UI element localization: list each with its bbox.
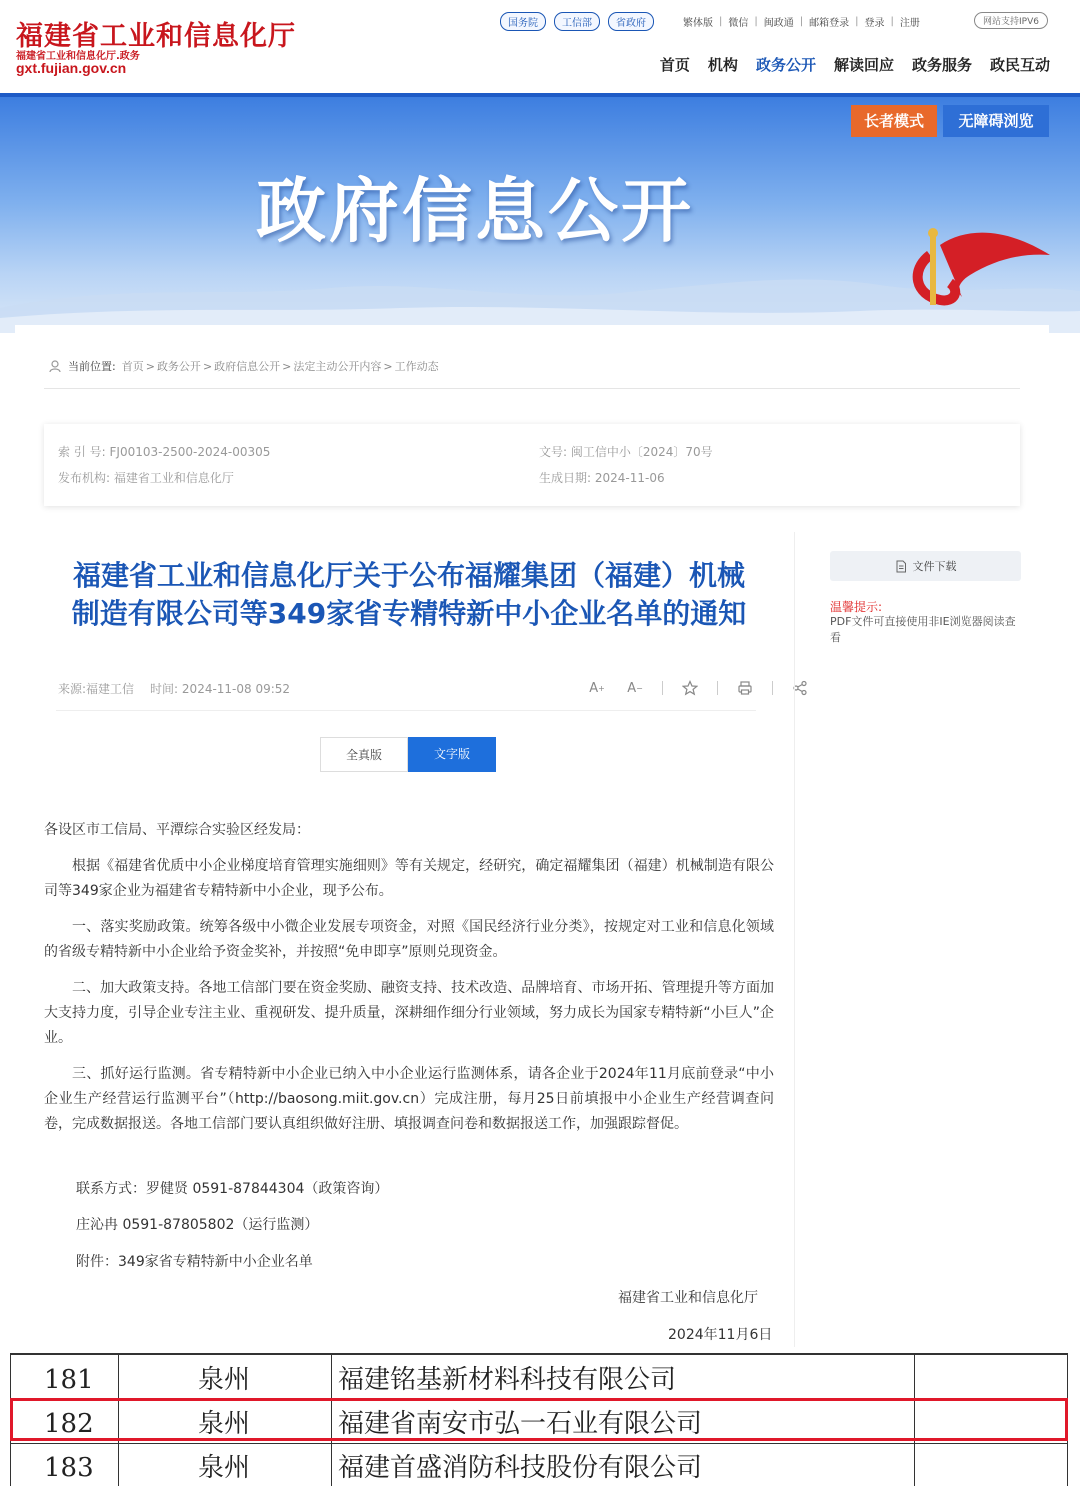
nav-gov-affairs[interactable]: 政务公开 [755, 56, 816, 74]
table-cell-company: 福建首盛消防科技股份有限公司 [338, 1453, 703, 1483]
article-source: 来源:福建工信 [58, 682, 135, 696]
font-decrease-icon[interactable]: A − [627, 680, 643, 696]
article-paragraph-3: 二、加大政策支持。各地工信部门要在资金奖励、融资支持、技术改造、品牌培育、市场开拓、管理提升等方面加大支持力度，引导企业专注主业、重视研发、提升质量，深耕细作细分行业领域，努力成长为国家专精特新“小巨人”企业。 [44, 980, 774, 1046]
tag-province[interactable]: 省政府 [608, 12, 654, 31]
ipv6-badge: 网站支持IPV6 [974, 12, 1048, 29]
article-paragraph-2: 一、落实奖励政策。统筹各级中小微企业发展专项资金，对照《国民经济行业分类》，按规定对工业和信息化领域的省级专精特新中小企业给予资金奖补，并按照“免申即享”原则兑现资金。 [44, 919, 774, 960]
signature-date: 2024年11月6日 [668, 1327, 773, 1343]
document-meta-box [44, 424, 1020, 506]
sidebar-divider [794, 532, 795, 1347]
site-logo-name[interactable]: 福建省工业和信息化厅 [16, 21, 296, 52]
tip-body: PDF文件可直接使用非IE浏览器阅读查看 [830, 615, 1016, 644]
article-time [150, 680, 290, 697]
site-header [0, 0, 1080, 93]
breadcrumb-label: 当前位置: [68, 360, 116, 373]
meta-publisher-label: 发布机构: [58, 471, 111, 485]
table-cell-company: 福建省南安市弘一石业有限公司 [338, 1409, 703, 1439]
table-cell-no: 183 [44, 1453, 94, 1483]
table-row [11, 1445, 1067, 1486]
tool-divider [772, 681, 773, 695]
share-icon[interactable] [789, 678, 811, 698]
article-paragraph-1: 根据《福建省优质中小企业梯度培育管理实施细则》等有关规定，经研究，确定福耀集团（福建）机械制造有限公司等349家企业为福建省专精特新中小企业，现予公布。 [44, 858, 774, 899]
crumb-work-news[interactable]: 工作动态 [394, 360, 439, 373]
article-paragraph-4: 三、抓好运行监测。省专精特新中小企业已纳入中小企业运行监测体系，请各企业于2024年11月底前登录“中小企业生产经营运行监测平台”（http://baosong.miit.gov.cn）完成注册，每月25日前填报中小企业生产经营调查问卷，完成数据报送。各地工信部门要认真组织做好注册、填报调查问卷和数据报送工作，加强跟踪督促。 [44, 1066, 774, 1132]
font-increase-icon[interactable]: A + [589, 680, 605, 696]
toggle-full-version[interactable]: 全真版 [320, 737, 408, 772]
table-cell-city: 泉州 [198, 1365, 251, 1395]
table-row [11, 1357, 1067, 1399]
version-toggle [320, 737, 496, 772]
article-title-line2: 制造有限公司等349家省专精特新中小企业名单的通知 [71, 597, 747, 630]
top-links: 繁体版 | 微信 | 闽政通 | 邮箱登录 | 登录 | 注册 [683, 16, 920, 29]
article-tools [586, 678, 811, 698]
top-tags [500, 12, 654, 31]
highlighted-row-box [10, 1398, 1068, 1441]
site-domain: gxt.fujian.gov.cn [16, 60, 127, 76]
main-nav [660, 54, 1050, 75]
crumb-home[interactable]: 首页 [121, 360, 144, 373]
banner-title: 政府信息公开 [256, 170, 694, 252]
nav-organization[interactable]: 机构 [707, 56, 738, 74]
contact-line-1: 联系方式：罗健贤 0591-87844304（政策咨询） [76, 1181, 389, 1197]
tag-miit[interactable]: 工信部 [554, 12, 600, 31]
nav-interpretation[interactable]: 解读回应 [833, 56, 894, 74]
meta-publisher-value: 福建省工业和信息化厅 [113, 471, 234, 485]
document-icon [895, 560, 907, 573]
table-cell-company: 福建铭基新材料科技有限公司 [338, 1365, 677, 1395]
article-title [54, 557, 764, 633]
article-source-line [58, 680, 290, 697]
meta-publisher [58, 469, 234, 486]
signature-org: 福建省工业和信息化厅 [618, 1290, 758, 1306]
nav-home[interactable]: 首页 [659, 56, 690, 74]
ribbon-emblem-icon [900, 215, 1060, 315]
meta-doc-label: 文号: [539, 445, 568, 459]
link-register[interactable]: 注册 [899, 18, 920, 29]
file-download-label: 文件下载 [912, 560, 957, 573]
contact-line-2: 庄沁冉 0591-87805802（运行监测） [76, 1217, 319, 1233]
article-body [44, 818, 774, 1148]
attachment-link[interactable]: 附件：349家省专精特新中小企业名单 [76, 1254, 313, 1270]
article-title-line1: 福建省工业和信息化厅关于公布福耀集团（福建）机械 [72, 559, 745, 592]
banner [0, 93, 1080, 333]
site-logo-sub: 福建省工业和信息化厅.政务 [16, 51, 140, 62]
source-divider [56, 710, 756, 711]
user-location-icon [48, 359, 62, 373]
meta-index [58, 443, 270, 460]
file-download-button[interactable] [830, 551, 1021, 581]
star-icon[interactable] [679, 678, 701, 698]
nav-services[interactable]: 政务服务 [911, 56, 972, 74]
breadcrumb-divider [44, 388, 1020, 389]
crumb-statutory[interactable]: 法定主动公开内容 [293, 360, 382, 373]
meta-date-label: 生成日期: [539, 471, 592, 485]
meta-doc-value: 闽工信中小〔2024〕70号 [570, 445, 713, 459]
table-cell-no: 181 [44, 1365, 94, 1395]
print-icon[interactable] [734, 678, 756, 698]
crumb-info-disclosure[interactable]: 政府信息公开 [214, 360, 281, 373]
breadcrumb: 当前位置: 首页 > 政务公开 > 政府信息公开 > 法定主动公开内容 > 工作动态 [48, 358, 439, 374]
meta-date [539, 469, 665, 486]
meta-date-value: 2024-11-06 [594, 471, 665, 485]
meta-index-label: 索 引 号: [58, 445, 106, 459]
elder-mode-button[interactable]: 长者模式 [851, 105, 937, 137]
link-minzhengtong[interactable]: 闽政通 [763, 18, 794, 29]
crumb-gov-affairs[interactable]: 政务公开 [156, 360, 201, 373]
table-cell-city: 泉州 [198, 1453, 251, 1483]
link-login[interactable]: 登录 [864, 18, 885, 29]
table-cell-no: 182 [44, 1409, 94, 1439]
article-salutation: 各设区市工信局、平潭综合实验区经发局： [44, 822, 310, 838]
link-wechat[interactable]: 微信 [728, 18, 749, 29]
link-traditional[interactable]: 繁体版 [683, 18, 713, 29]
nav-interaction[interactable]: 政民互动 [989, 56, 1050, 74]
table-row-divider [11, 1443, 1067, 1444]
tool-divider [717, 681, 718, 695]
article-time-label: 时间: [150, 682, 179, 696]
accessible-browse-button[interactable]: 无障碍浏览 [943, 105, 1049, 137]
tip-title: 温馨提示: [830, 600, 883, 614]
link-mail-login[interactable]: 邮箱登录 [809, 18, 850, 29]
toggle-text-version[interactable]: 文字版 [408, 737, 496, 772]
meta-index-value: FJ00103-2500-2024-00305 [109, 445, 271, 459]
tool-divider [662, 681, 663, 695]
tag-state-council[interactable]: 国务院 [500, 12, 546, 31]
meta-doc-no [539, 443, 713, 460]
article-time-value: 2024-11-08 09:52 [181, 682, 291, 696]
table-cell-city: 泉州 [198, 1409, 251, 1439]
